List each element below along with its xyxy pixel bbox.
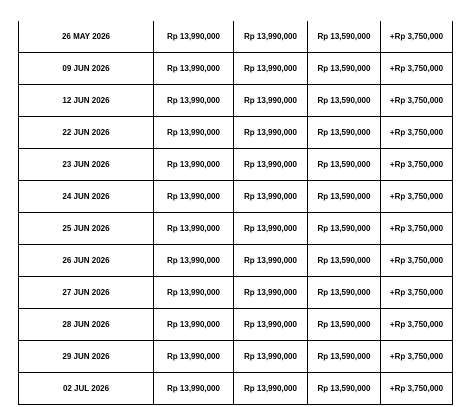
departure-date-cell: 24 JUN 2026 (19, 181, 154, 213)
surcharge-cell: +Rp 3,750,000 (381, 309, 453, 341)
surcharge-cell: +Rp 3,750,000 (381, 85, 453, 117)
table-row (19, 373, 453, 405)
price-cell: Rp 13,990,000 (154, 341, 234, 373)
surcharge-cell: +Rp 3,750,000 (381, 149, 453, 181)
price-cell: Rp 13,590,000 (308, 181, 381, 213)
table-row (19, 85, 453, 117)
surcharge-cell: +Rp 3,750,000 (381, 245, 453, 277)
departure-date-cell: 29 JUN 2026 (19, 341, 154, 373)
price-cell: Rp 13,590,000 (308, 245, 381, 277)
price-cell: Rp 13,990,000 (154, 277, 234, 309)
price-cell: Rp 13,590,000 (308, 149, 381, 181)
departure-date-cell: 26 JUN 2026 (19, 245, 154, 277)
surcharge-cell: +Rp 3,750,000 (381, 341, 453, 373)
surcharge-cell: +Rp 3,750,000 (381, 117, 453, 149)
price-cell: Rp 13,590,000 (308, 21, 381, 53)
departure-date-cell: 02 JUL 2026 (19, 373, 154, 405)
price-cell: Rp 13,990,000 (234, 117, 308, 149)
price-cell: Rp 13,990,000 (234, 149, 308, 181)
price-cell: Rp 13,990,000 (154, 149, 234, 181)
price-cell: Rp 13,590,000 (308, 309, 381, 341)
surcharge-cell: +Rp 3,750,000 (381, 53, 453, 85)
surcharge-cell: +Rp 3,750,000 (381, 213, 453, 245)
price-cell: Rp 13,990,000 (154, 85, 234, 117)
price-cell: Rp 13,990,000 (234, 245, 308, 277)
table-row (19, 117, 453, 149)
departure-date-cell: 12 JUN 2026 (19, 85, 154, 117)
price-cell: Rp 13,990,000 (154, 117, 234, 149)
price-cell: Rp 13,990,000 (234, 213, 308, 245)
price-cell: Rp 13,990,000 (154, 21, 234, 53)
table-row (19, 181, 453, 213)
price-cell: Rp 13,990,000 (154, 213, 234, 245)
departure-date-cell: 09 JUN 2026 (19, 53, 154, 85)
price-cell: Rp 13,990,000 (234, 85, 308, 117)
surcharge-cell: +Rp 3,750,000 (381, 277, 453, 309)
price-cell: Rp 13,590,000 (308, 85, 381, 117)
table-row (19, 149, 453, 181)
table-body (19, 21, 453, 405)
price-cell: Rp 13,990,000 (234, 341, 308, 373)
table-row (19, 245, 453, 277)
surcharge-cell: +Rp 3,750,000 (381, 373, 453, 405)
price-cell: Rp 13,990,000 (234, 373, 308, 405)
surcharge-cell: +Rp 3,750,000 (381, 21, 453, 53)
departure-date-cell: 28 JUN 2026 (19, 309, 154, 341)
price-cell: Rp 13,990,000 (154, 309, 234, 341)
table-row (19, 341, 453, 373)
departure-price-table (18, 21, 453, 405)
price-cell: Rp 13,590,000 (308, 373, 381, 405)
departure-date-cell: 23 JUN 2026 (19, 149, 154, 181)
price-cell: Rp 13,990,000 (154, 181, 234, 213)
table-row (19, 277, 453, 309)
price-cell: Rp 13,990,000 (234, 53, 308, 85)
price-cell: Rp 13,590,000 (308, 213, 381, 245)
departure-date-cell: 26 MAY 2026 (19, 21, 154, 53)
surcharge-cell: +Rp 3,750,000 (381, 181, 453, 213)
departure-date-cell: 27 JUN 2026 (19, 277, 154, 309)
table-row (19, 21, 453, 53)
price-cell: Rp 13,990,000 (234, 277, 308, 309)
departure-date-cell: 25 JUN 2026 (19, 213, 154, 245)
price-cell: Rp 13,590,000 (308, 277, 381, 309)
price-cell: Rp 13,990,000 (154, 53, 234, 85)
price-cell: Rp 13,590,000 (308, 341, 381, 373)
table-row (19, 309, 453, 341)
table-row (19, 213, 453, 245)
price-cell: Rp 13,590,000 (308, 117, 381, 149)
price-cell: Rp 13,990,000 (234, 181, 308, 213)
price-cell: Rp 13,990,000 (154, 373, 234, 405)
price-cell: Rp 13,590,000 (308, 53, 381, 85)
price-cell: Rp 13,990,000 (234, 309, 308, 341)
price-cell: Rp 13,990,000 (234, 21, 308, 53)
table-row (19, 53, 453, 85)
departure-date-cell: 22 JUN 2026 (19, 117, 154, 149)
price-cell: Rp 13,990,000 (154, 245, 234, 277)
